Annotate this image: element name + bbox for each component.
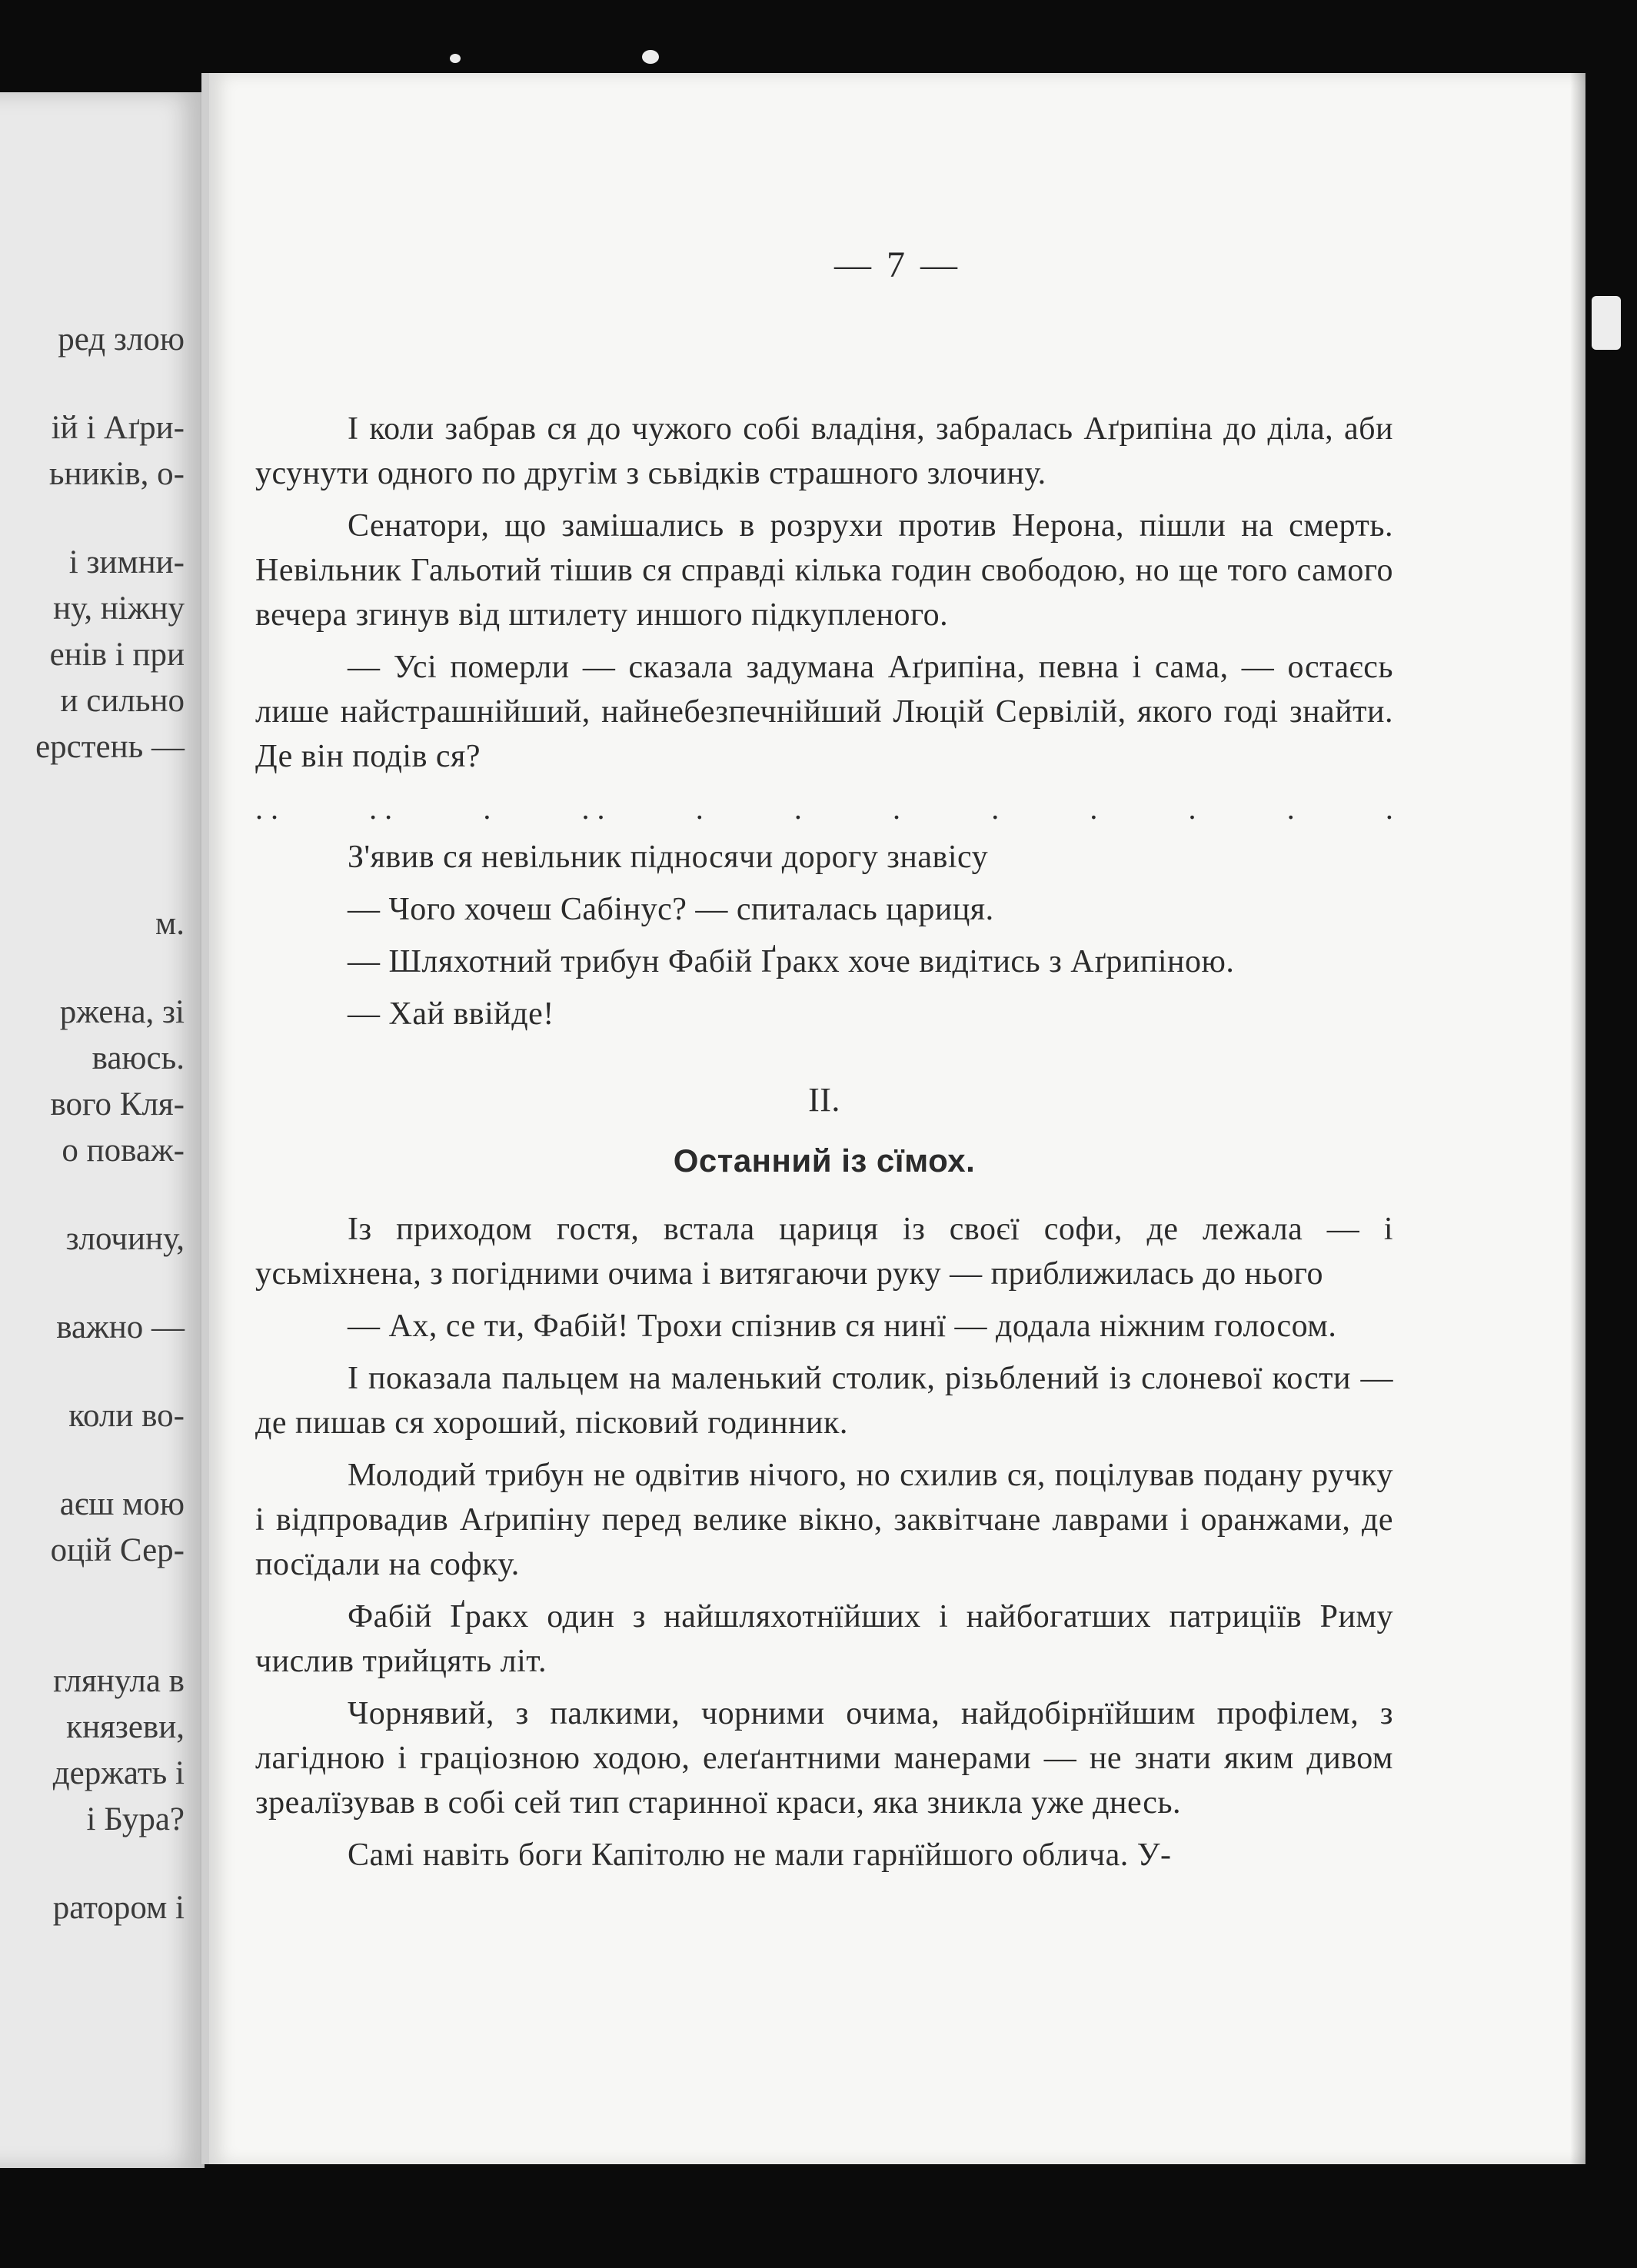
- paragraphs-after: [255, 836, 1393, 1037]
- scan-speck: [642, 50, 659, 64]
- separator-dot: . .: [581, 790, 605, 826]
- separator-dot: .: [483, 790, 491, 826]
- left-page-text-fragment: ржена, зі: [59, 994, 185, 1030]
- ellipsis-separator: [255, 787, 1393, 830]
- chapter-title: Останний із сїмох.: [673, 1142, 976, 1179]
- left-page-text-fragment: глянула в: [53, 1663, 185, 1699]
- left-page-text-fragment: аєш мою: [59, 1486, 185, 1522]
- left-page-text-fragment: енів і при: [49, 637, 185, 673]
- paragraphs-before: [255, 407, 1393, 780]
- scan-speck: [450, 54, 461, 63]
- left-page-text-fragment: ьників, о-: [48, 456, 185, 492]
- paragraph: — Усі померли — сказала задумана Аґрипіна, певна і сама, — остаєсь лише найстрашнійший, найнебезпечнійший Люцій Сервілій, якого годі знайти. Де він подів ся?: [255, 649, 1393, 774]
- separator-dot: . .: [255, 790, 278, 826]
- left-page-text-fragment: и сильно: [60, 683, 185, 719]
- left-page-text-fragment: ій і Аґри-: [51, 410, 185, 446]
- left-page-text-fragment: князеви,: [66, 1709, 185, 1745]
- separator-dot: .: [794, 790, 802, 826]
- separator-dot: .: [695, 790, 704, 826]
- left-page-text-fragment: о поваж-: [62, 1132, 185, 1169]
- left-page-text-fragment: ратором і: [52, 1890, 185, 1926]
- left-page: [0, 92, 205, 2168]
- left-page-text-fragment: оцій Сер-: [50, 1532, 185, 1568]
- paragraph: — Ах, се ти, Фабій! Трохи спізнив ся нинї — додала ніжним голосом.: [348, 1309, 1337, 1345]
- left-page-text-fragment: м.: [155, 906, 185, 942]
- separator-dot: .: [1188, 790, 1196, 826]
- text-column: [255, 407, 1393, 1886]
- left-page-text-fragment: і зимни-: [68, 544, 185, 580]
- separator-dot: .: [1385, 790, 1393, 826]
- paragraph: — Шляхотний трибун Фабій Ґракх хоче видітись з Аґрипіною.: [348, 943, 1235, 979]
- separator-dot: . .: [369, 790, 393, 826]
- left-page-text-fragment: ред злою: [58, 321, 185, 357]
- paragraph: І показала пальцем на маленький столик, різьблений із слоневої кости — де пишав ся хороший, пісковий годинник.: [255, 1361, 1393, 1442]
- chapter-number: II.: [808, 1080, 840, 1119]
- chapter-body: [255, 1208, 1393, 1877]
- paragraph: — Чого хочеш Сабінус? — спиталась цариця.: [348, 891, 994, 927]
- paragraph: І коли забрав ся до чужого собі владіня, забралась Аґрипіна до діла, аби усунути одного по другім з сьвідків страшного злочину.: [255, 411, 1393, 491]
- paragraph: Самі навіть боги Капітолю не мали гарнїйшого облича. У-: [348, 1837, 1172, 1873]
- left-page-text-fragment: коли во-: [68, 1398, 185, 1434]
- right-page: [201, 73, 1585, 2164]
- paragraph: Фабій Ґракх один з найшляхотнїйших і найбогатших патриціїв Риму числив трийцять літ.: [255, 1598, 1393, 1679]
- paragraph: Сенатори, що замішались в розрухи против Нерона, пішли на смерть. Невільник Гальотий тішив ся справді кілька годин свободою, но ще того самого вечера згинув від штилету иншого підкупленого.: [255, 507, 1393, 633]
- paragraph: Чорнявий, з палкими, чорними очима, найдобірнїйшим профілем, з лагідною і граціозною ходою, елеґантними манерами — не знати яким дивом зреалїзував в собі сей тип старинної краси, яка зникла уже днесь.: [255, 1695, 1393, 1821]
- left-page-text-fragment: ваюсь.: [91, 1040, 185, 1076]
- paragraph: — Хай ввійде!: [348, 996, 554, 1032]
- separator-dot: .: [1286, 790, 1295, 826]
- scan-speck: [1592, 296, 1621, 350]
- paragraph: Молодий трибун не одвітив нічого, но схилив ся, поцілував подану ручку і відпровадив Аґрипіну перед велике вікно, заквітчане лаврами і оранжами, де посїдали на софку.: [255, 1458, 1393, 1582]
- left-page-text-fragment: важно —: [56, 1309, 185, 1345]
- left-page-text-fragment: вого Кля-: [50, 1086, 185, 1122]
- left-page-text-fragment: злочину,: [65, 1221, 185, 1257]
- page-number: — 7 —: [834, 244, 960, 285]
- separator-dot: .: [991, 790, 1000, 826]
- left-page-text-fragment: і Бура?: [86, 1801, 185, 1837]
- separator-dot: .: [893, 790, 901, 826]
- left-page-text-fragment: ерстень —: [35, 729, 185, 765]
- left-page-text-fragment: держать і: [52, 1755, 185, 1791]
- paragraph: З'явив ся невільник підносячи дорогу знавісу: [348, 839, 989, 875]
- separator-dot: .: [1090, 790, 1098, 826]
- left-page-text-fragment: ну, ніжну: [53, 590, 185, 627]
- paragraph: Із приходом гостя, встала цариця із своєї софи, де лежала — і усьміхнена, з погідними очима і витягаючи руку — приближилась до нього: [255, 1212, 1393, 1292]
